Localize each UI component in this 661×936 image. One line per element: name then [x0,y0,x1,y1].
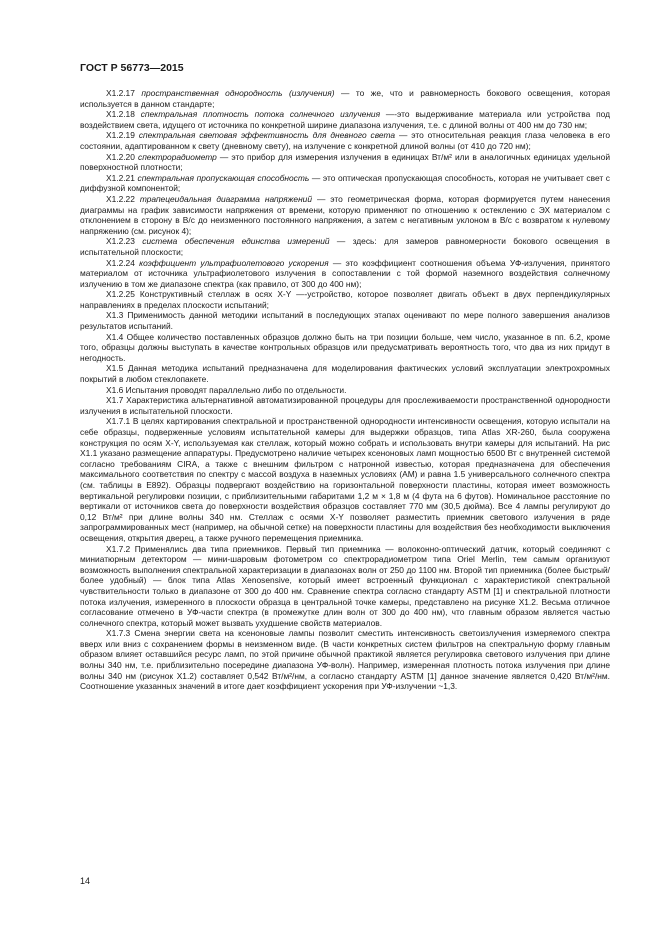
clause-number: X1.2.23 [106,236,135,247]
clause-number: X1.2.22 [106,193,135,204]
clause-number: X1.2.18 [106,109,135,120]
paragraph-x1-6 [80,385,610,396]
paragraph-x1-2-25 [80,289,610,310]
defined-term: спектральная пропускающая способность [137,172,310,183]
paragraph-text: Испытания проводят параллельно либо по отдельности. [125,384,347,395]
clause-number: X1.2.20 [106,151,135,162]
paragraph-text: — это геометрическая форма, которая формируется путем нанесения диаграммы на график зависимости напряжения от времени, которую применяют по отношению к остеклению с ЭХ материалом с отклонением в сторону в В/с до неизменного постоянного напряжения, а затем с негативным уклоном в В/с с возвратом к нулевому напряжению (см. рисунок 4); [80,193,610,236]
document-body [80,88,610,692]
clause-number: X1.2.19 [106,130,135,141]
paragraph-x1-7-2 [80,544,610,629]
paragraph-x1-2-20 [80,152,610,173]
clause-number: X1.7 [106,395,124,406]
clause-number: X1.6 [106,384,124,395]
paragraph-text: — это коэффициент соотношения объема УФ-излучения, принятого материалом от источника ультрафиолетового излучения в сопоставлении с той формой наземного воздействия солнечному излучению в том же диапазоне спектра (как правило, от 300 до 400 нм); [80,257,611,289]
paragraph-text: — это относительная реакция глаза человека в его состоянии, адаптированном к свету (дневному свету), на излучение с конкретной длиной волны (от 410 до 720 нм); [80,130,610,151]
defined-term: трапецеидальная диаграмма напряжений [139,193,312,204]
clause-number: X1.7.3 [106,628,131,639]
paragraph-text: — это оптическая пропускающая способность, которая не учитывает свет с диффузной компонентой; [80,172,610,194]
defined-term: система обеспечения единства измерений [142,236,330,247]
paragraph-x1-2-21 [80,173,610,194]
paragraph-text: —-это выдерживание материала или устройства под воздействием света, идущего от источника по конкретной ширине диапазона излучения, т.е. с длиной волны от 400 нм до 730 нм; [80,109,610,130]
paragraph-x1-4 [80,332,610,364]
clause-number: X1.4 [106,331,124,342]
paragraph-x1-2-17 [80,88,610,109]
paragraph-text: — это прибор для измерения излучения в единицах Вт/м² или в аналогичных единицах удельной поверхностной плотности; [80,151,611,173]
page-number: 14 [80,876,91,886]
defined-term: коэффициент ультрафиолетового ускорения [139,257,329,268]
clause-number: X1.2.25 [106,289,135,300]
clause-number: X1.3 [106,310,124,321]
paragraph-x1-7-1 [80,416,610,543]
paragraph-text: Конструктивный стеллаж в осях X-Y —-устройство, которое позволяет двигать объект в двух перпендикулярных направлениях в пределах плоскости испытаний; [80,289,611,310]
paragraph-x1-5 [80,363,610,384]
paragraph-text: — здесь: для замеров равномерности бокового освещения в испытательной плоскости; [80,236,611,257]
paragraph-text: Применимость данной методики испытаний в последующих этапах оценивают по мере полного завершения анализов результатов испытаний. [80,310,610,332]
defined-term: спектрорадиометр [138,151,217,162]
paragraph-x1-2-18 [80,109,610,130]
clause-number: X1.2.17 [106,88,135,98]
defined-term: спектральная световая эффективность для дневного света [138,130,396,141]
paragraph-x1-3 [80,310,610,331]
paragraph-text: Характеристика альтернативной автоматизированной процедуры для прослеживаемости пространственной однородности излучения в испытательной плоскости. [80,395,611,416]
clause-number: X1.5 [106,363,124,374]
paragraph-x1-2-19 [80,130,610,151]
defined-term: спектральная плотность потока солнечного излучения [140,109,381,120]
paragraph-text: — то же, что и равномерность бокового освещения, которая используется в данном стандарте; [80,88,611,109]
paragraph-text: Смена энергии света на ксеноновые лампы позволит сместить интенсивность светоизлучения измеряемого спектра вверх или вниз с сохранением формы в неизменном виде. (В части конкретных систем фильтров на спектральную форму главным образом влияет оставшийся ресурс ламп, по этой причине обычной практикой является регулировка светового излучения при длине волны 340 нм, т.е. приблизительно посередине диапазона УФ-волн). Например, измеренная плотность потока излучения при длине волны 340 нм (рисунок X1.2) составляет 0,542 Вт/м²/нм, а согласно стандарту ASTM [1] данное значение является 0,420 Вт/м²/нм. Соотношение указанных значений в итоге дает коэффициент ускорения при УФ-излучении ~1,3. [80,628,611,692]
paragraph-x1-2-23 [80,236,610,257]
paragraph-text: Данная методика испытаний предназначена для моделирования фактических условий эксплуатации электрохромных покрытий в любом стеклопакете. [80,363,610,385]
clause-number: X1.7.1 [106,416,131,427]
paragraph-text: В целях картирования спектральной и пространственной однородности интенсивности освещения, которую испытали на себе образцы, подверженные условиям испытательной камеры для выдержки образцов, типа Atlas XR-260, была сооружена конструкция по осям X-Y, используемая как стеллаж, который можно собрать и использовать внутри камеры для испытаний. На рис X1.1 указано размещение аппаратуры. Предусмотрено наличие четырех ксеноновых ламп мощностью 6500 Вт с внутренней системой согласно требованиям CIRA, а также с внешним фильтром с натронной известью, которая предназначена для обеспечения максимального соответствия по спектру с массой воздуха в наземных условиях (AM) и равна 1.5 универсального солнечного спектра (см. таблицы в E892). Образцы подвергают воздействию на горизонтальной поверхности пластины, которая имеет возможность вертикальной регулировки позиции, с приблизительными габаритами 1,2 м × 1,8 м (4 фута на 6 футов). Номинальное расстояние по вертикали от источников света до поверхности воздействия образцов составляет 770 мм (30,5 дюйма). Все 4 лампы регулируют до 0,12 Вт/м² при длине волны 340 нм. Стеллаж с осями X-Y позволяет разместить приемник светового излучения в ряде запрограммированных мест (например, на обычной сетке) на поверхности пластины для воздействия без необходимости выключения освещения, открытия дверец, а также ручного перемещения приемника. [80,416,611,543]
paragraph-x1-7-3 [80,628,610,692]
document-header: ГОСТ Р 56773—2015 [80,62,184,74]
paragraph-x1-2-22 [80,194,610,236]
clause-number: X1.2.21 [106,172,135,183]
clause-number: X1.2.24 [106,257,135,268]
defined-term: пространственная однородность (излучения) [141,88,335,98]
paragraph-text: Применялись два типа приемников. Первый тип приемника — волоконно-оптический датчик, который соединяют с миниатюрным детектором — мини-шаровым фотометром со спектрорадиометром типа Oriel Merlin, тем самым организуют возможность выполнения спектральной характеризации в диапазонах волн от 250 до 1100 нм. Второй тип приемника (более быстрый/более удобный) — блок типа Atlas Xenosensive, который имеет встроенный функционал с характеристикой спектральной чувствительности только в диапазоне от 300 до 400 нм. Сравнение спектра согласно стандарту ASTM [1] и спектральной плотности потока излучения, измеренного в плоскости образца в центральной точке камеры, представлено на рисунке X1.2. Весьма отличное согласование отмечено в УФ-части спектра (в промежутке длин волн от 300 до 400 нм), что главным образом является частью солнечного спектра, который может вызвать ухудшение свойств материалов. [80,543,611,628]
paragraph-x1-2-24 [80,258,610,290]
paragraph-text: Общее количество поставленных образцов должно быть на три позиции больше, чем число, указанное в пп. 6.2, кроме того, образцы должны выступать в качестве контрольных образцов или предусматривать вероятность того, что два из них придут в негодность. [80,331,610,363]
clause-number: X1.7.2 [106,543,131,554]
paragraph-x1-7 [80,395,610,416]
